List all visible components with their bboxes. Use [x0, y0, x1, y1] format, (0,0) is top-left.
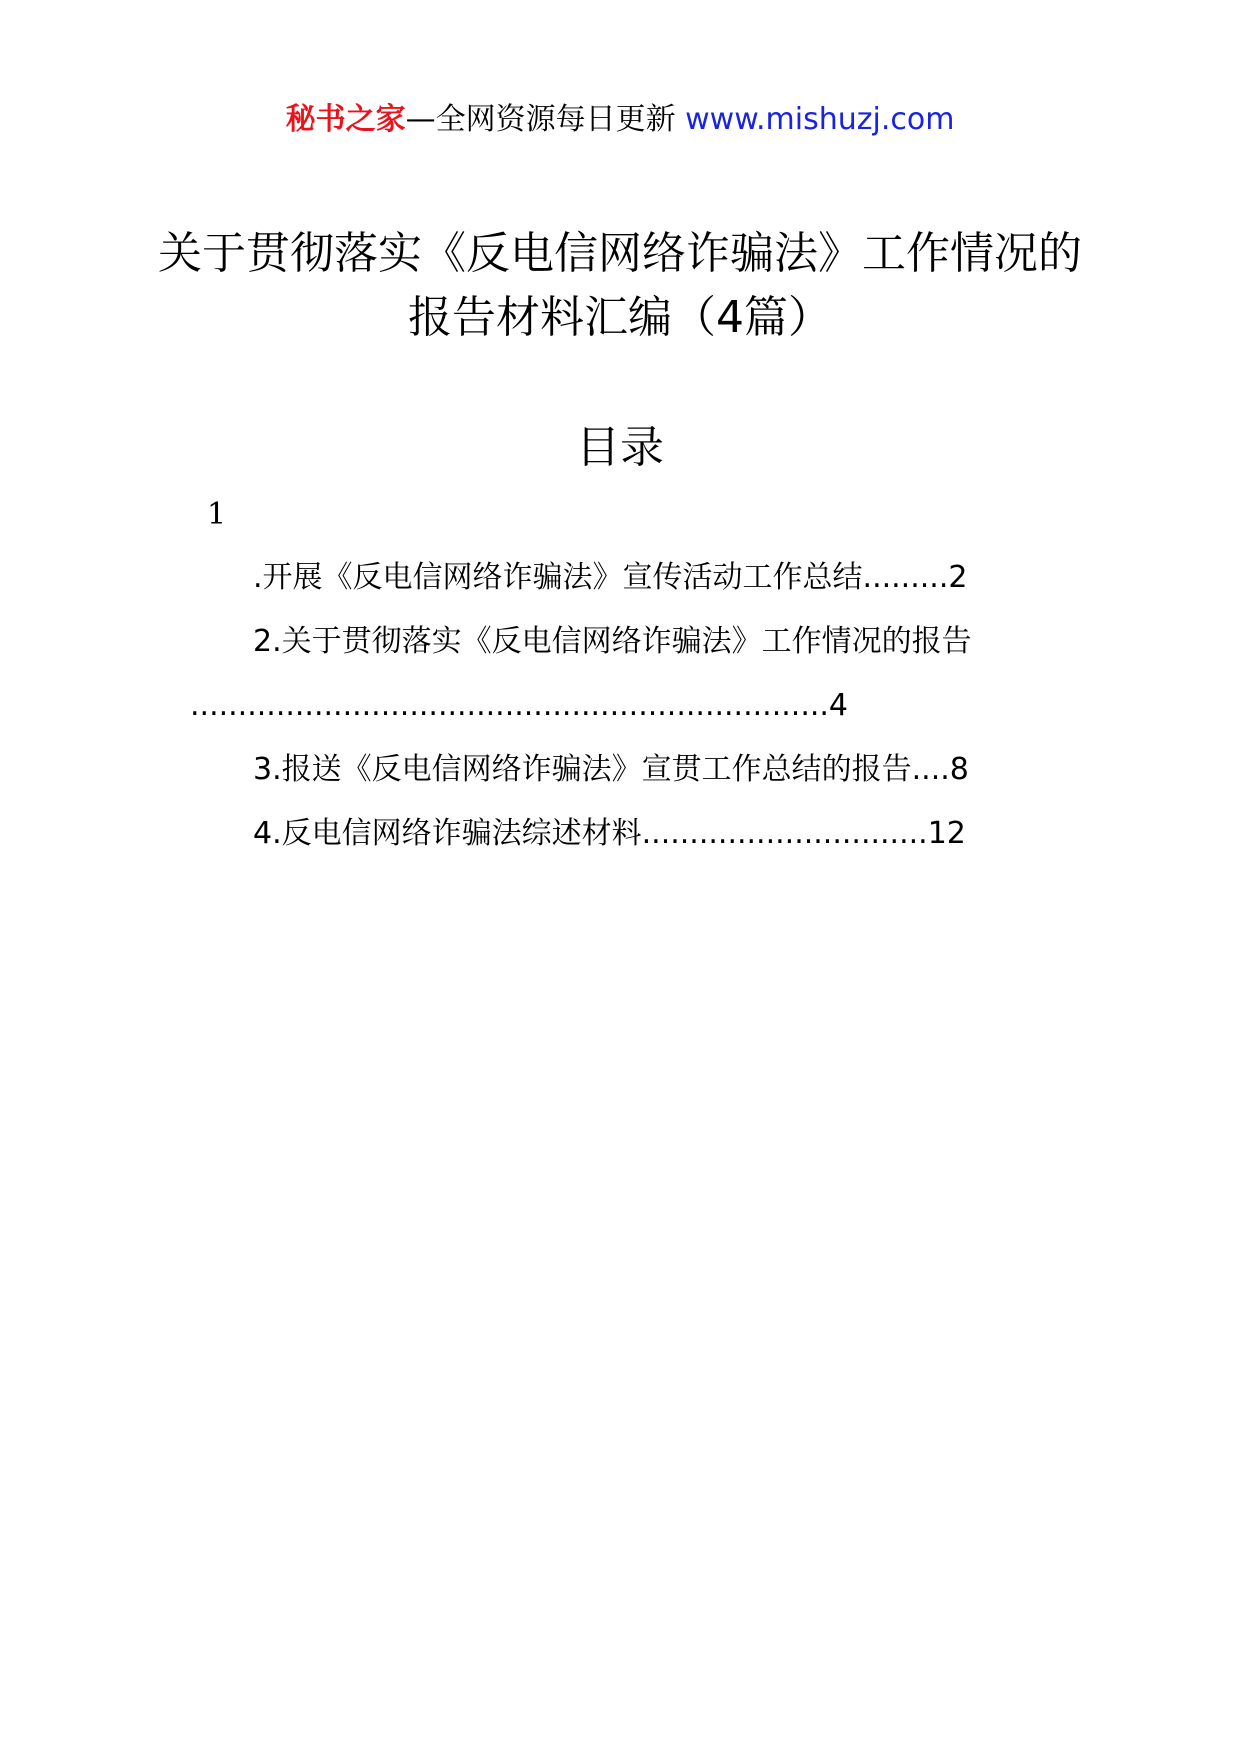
site-description: —全网资源每日更新 — [405, 102, 676, 137]
document-title: 关于贯彻落实《反电信网络诈骗法》工作情况的报告材料汇编（4篇） — [158, 228, 1082, 343]
toc-stray-number: 1 — [207, 497, 227, 532]
toc-entry-4[interactable]: 4.反电信网络诈骗法综述材料..............................12 — [253, 816, 966, 851]
toc-entry-3[interactable]: 3.报送《反电信网络诈骗法》宣贯工作总结的报告....8 — [253, 752, 969, 787]
toc-entry-2[interactable]: 2.关于贯彻落实《反电信网络诈骗法》工作情况的报告 — [253, 624, 972, 659]
site-url-link[interactable]: www.mishuzj.com — [685, 102, 955, 137]
site-banner — [0, 100, 1240, 140]
toc-entry-1[interactable]: .开展《反电信网络诈骗法》宣传活动工作总结.........2 — [253, 560, 968, 595]
toc-entry-2-leader[interactable]: ...................................................................4 — [190, 688, 849, 723]
toc-heading: 目录 — [576, 422, 664, 473]
site-brand: 秘书之家 — [285, 102, 406, 137]
